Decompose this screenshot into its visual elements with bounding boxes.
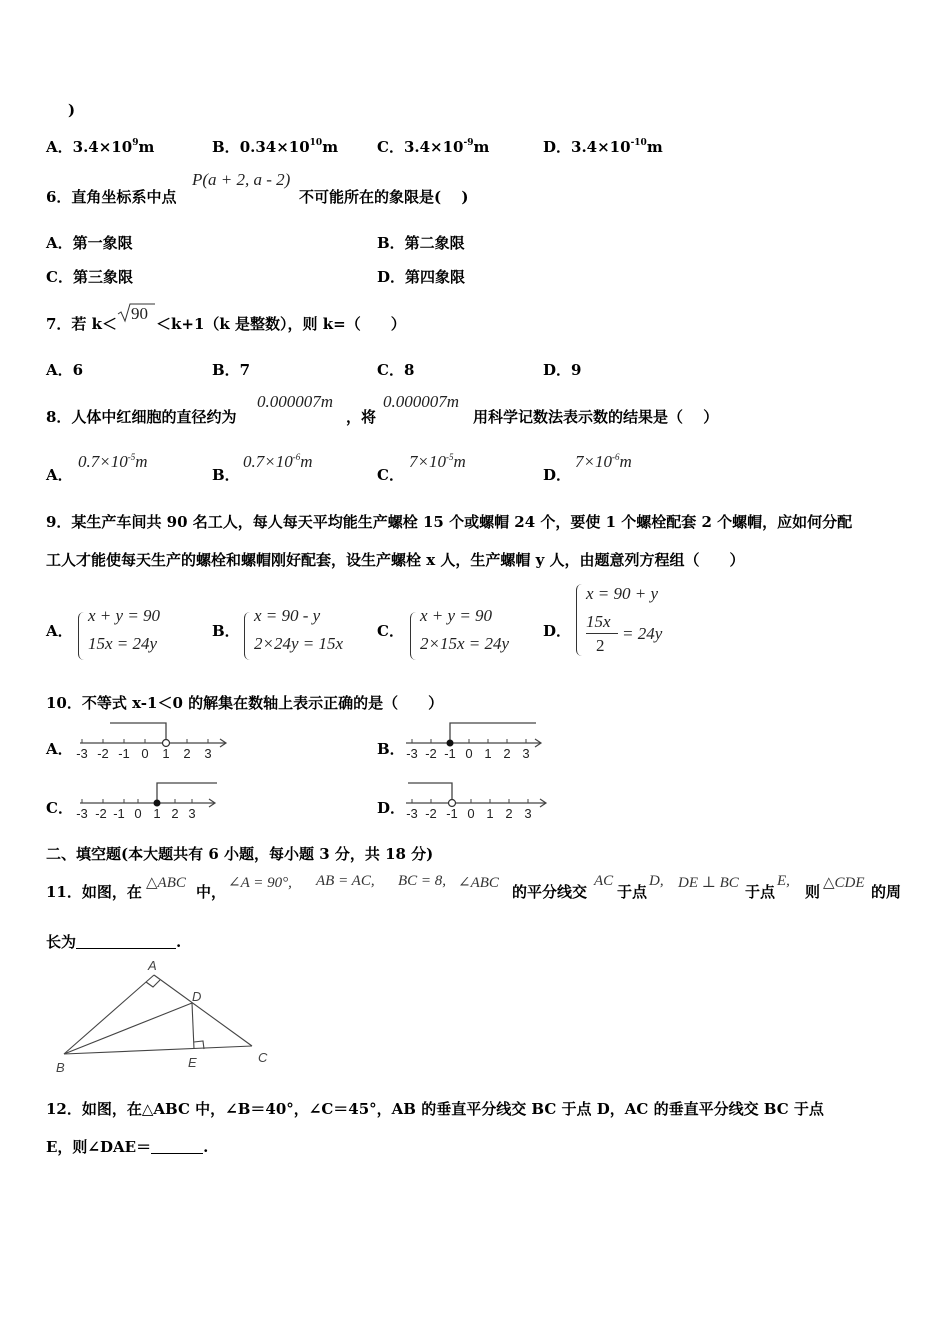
q11-angle-a: ∠A = 90°, — [228, 875, 292, 891]
q5-option-b[interactable]: B．$0.34\times 10^{10}m$ — [212, 138, 339, 156]
q9-a-eq1: x + y = 90 — [88, 606, 161, 625]
q11-angle-abc: ∠ABC — [458, 875, 499, 891]
vertex-label-d: D — [192, 989, 202, 1004]
q11-ac: AC — [594, 873, 614, 889]
tick-label: 0 — [467, 806, 475, 821]
q11-triangle-abc: △ABC — [146, 875, 186, 891]
q8-value: 0.000007m — [257, 392, 334, 411]
q11-de-perp-bc: DE ⊥ BC — [678, 875, 739, 891]
vertex-label-e: E — [188, 1055, 197, 1070]
answer-blank[interactable] — [151, 1139, 203, 1154]
q9-d-frac-num: 15x — [586, 612, 611, 631]
q9-c-eq1: x + y = 90 — [420, 606, 493, 625]
q11-mid1: 中， — [196, 883, 227, 901]
q11-triangle-figure — [48, 958, 278, 1078]
q9-d-eq2-rhs: = 24y — [622, 624, 663, 643]
q11-prefix: 11．如图，在 — [46, 883, 142, 901]
q9-option-d-letter[interactable]: D． — [543, 622, 572, 640]
q9-d-eq1: x = 90 + y — [586, 584, 659, 603]
q6-option-a[interactable]: A．第一象限 — [46, 234, 133, 252]
q9-option-d-system[interactable] — [576, 582, 676, 660]
tick-label: 3 — [522, 746, 530, 761]
q11-ab-eq-ac: AB = AC, — [316, 873, 375, 889]
q5-closing-paren: ) — [68, 101, 76, 119]
q5-option-c[interactable]: C．$3.4\times 10^{-9}m$ — [377, 138, 490, 156]
tick-label: -1 — [444, 746, 456, 761]
q7-sqrt — [117, 302, 155, 324]
section2-heading: 二、填空题(本大题共有 6 小题，每小题 3 分，共 18 分) — [46, 845, 434, 863]
tick-label: 1 — [486, 806, 494, 821]
q8-option-d-letter[interactable]: D． — [543, 466, 572, 484]
q9-b-eq1: x = 90 - y — [254, 606, 321, 625]
q9-option-b-letter[interactable]: B． — [212, 622, 240, 640]
tick-label: -2 — [425, 806, 437, 821]
q6-option-c[interactable]: C．第三象限 — [46, 268, 133, 286]
tick-label: 0 — [465, 746, 473, 761]
vertex-label-c: C — [258, 1050, 268, 1065]
q9-c-eq2: 2×15x = 24y — [420, 634, 510, 653]
q8-option-c-expr[interactable]: $7\times 10^{-5}m$ — [409, 452, 466, 471]
tick-label: -1 — [446, 806, 458, 821]
tick-label: 2 — [171, 806, 179, 821]
q11-mid3: 于点 — [617, 883, 648, 901]
q8-option-b-expr[interactable]: $0.7\times 10^{-6}m$ — [243, 452, 313, 471]
q11-mid5: 则 — [805, 883, 821, 901]
q7-option-d[interactable]: D．9 — [543, 361, 582, 379]
q6-stem-prefix: 6．直角坐标系中点 — [46, 188, 177, 206]
tick-label: 3 — [524, 806, 532, 821]
q5-option-d[interactable]: D．$3.4\times 10^{-10}m$ — [543, 138, 663, 156]
q12-stem-line1: 12．如图，在△ABC 中，∠B＝40°，∠C＝45°，AB 的垂直平分线交 BC 于点 D，AC 的垂直平分线交 BC 于点 — [46, 1100, 824, 1118]
tick-label: 1 — [484, 746, 492, 761]
tick-label: -2 — [97, 746, 109, 761]
q10-option-c-numberline[interactable] — [72, 775, 222, 825]
tick-label: -1 — [118, 746, 130, 761]
q9-stem-line2: 工人才能使每天生产的螺栓和螺帽刚好配套，设生产螺栓 x 人，生产螺帽 y 人，由题意列方程组（ ） — [46, 551, 745, 569]
q8-option-a-expr[interactable]: $0.7\times 10^{-5}m$ — [78, 452, 148, 471]
tick-label: 1 — [153, 806, 161, 821]
q9-option-c-letter[interactable]: C． — [377, 622, 404, 640]
q5-option-a[interactable]: A．$3.4\times 10^9m$ — [46, 138, 155, 156]
q11-mid2: 的平分线交 — [512, 883, 588, 901]
q9-b-eq2: 2×24y = 15x — [254, 634, 344, 653]
q7-stem-suffix: ＜k+1（k 是整数），则 k=（ ） — [156, 315, 406, 333]
q7-option-c[interactable]: C．8 — [377, 361, 415, 379]
q8-stem-prefix: 8．人体中红细胞的直径约为 — [46, 408, 237, 426]
tick-label: 3 — [204, 746, 212, 761]
answer-blank[interactable] — [76, 934, 176, 949]
q11-triangle-cde: △CDE — [823, 875, 865, 891]
tick-label: -2 — [95, 806, 107, 821]
q8-option-c-letter[interactable]: C． — [377, 466, 404, 484]
q10-option-c-letter[interactable]: C． — [46, 799, 73, 817]
q9-option-a-letter[interactable]: A． — [46, 622, 73, 640]
fraction-bar — [586, 633, 618, 634]
tick-label: -3 — [406, 746, 418, 761]
tick-label: 3 — [188, 806, 196, 821]
q6-stem-suffix: 不可能所在的象限是( ) — [299, 188, 469, 206]
q10-option-a-letter[interactable]: A． — [46, 740, 73, 758]
q10-option-d-numberline[interactable] — [400, 775, 555, 825]
q7-radicand: 90 — [131, 304, 148, 323]
q8-option-b-letter[interactable]: B． — [212, 466, 240, 484]
q8-stem-mid: ，将 — [346, 408, 377, 426]
q7-option-b[interactable]: B．7 — [212, 361, 251, 379]
q10-option-d-letter[interactable]: D． — [377, 799, 406, 817]
tick-label: 2 — [503, 746, 511, 761]
tick-label: -3 — [76, 806, 88, 821]
q11-line2: 长为 . — [46, 933, 182, 951]
tick-label: 2 — [183, 746, 191, 761]
brace-icon — [244, 612, 251, 660]
q10-option-b-numberline[interactable] — [400, 715, 550, 765]
q9-d-frac-den: 2 — [596, 636, 605, 655]
brace-icon — [78, 612, 85, 660]
q7-option-a[interactable]: A．6 — [46, 361, 84, 379]
tick-label: -2 — [425, 746, 437, 761]
q11-bc-eq-8: BC = 8, — [398, 873, 447, 889]
q6-point: P(a + 2, a - 2) — [192, 170, 291, 189]
tick-label: 0 — [141, 746, 149, 761]
q11-mid4: 于点 — [745, 883, 776, 901]
q10-option-b-letter[interactable]: B． — [377, 740, 405, 758]
q10-stem: 10．不等式 x-1＜0 的解集在数轴上表示正确的是（ ） — [46, 694, 444, 712]
tick-label: 2 — [505, 806, 513, 821]
q12-stem-line2: E，则∠DAE＝ . — [46, 1138, 209, 1156]
q8-option-a-letter[interactable]: A． — [46, 466, 73, 484]
q11-point-e: E, — [777, 873, 790, 889]
brace-icon — [576, 584, 583, 656]
tick-label: -3 — [76, 746, 88, 761]
q11-end1: 的周 — [871, 883, 902, 901]
brace-icon — [410, 612, 417, 660]
q6-option-d[interactable]: D．第四象限 — [377, 268, 466, 286]
q6-option-b[interactable]: B．第二象限 — [377, 234, 465, 252]
tick-label: -1 — [113, 806, 125, 821]
q11-point-d: D, — [649, 873, 664, 889]
q8-value-2: 0.000007m — [383, 392, 460, 411]
q8-option-d-expr[interactable]: $7\times 10^{-6}m$ — [575, 452, 632, 471]
vertex-label-b: B — [56, 1060, 65, 1075]
q8-stem-suffix: 用科学记数法表示数的结果是（ ） — [473, 408, 719, 426]
vertex-label-a: A — [148, 958, 157, 973]
q7-stem-prefix: 7．若 k＜ — [46, 315, 118, 333]
q9-stem-line1: 9．某生产车间共 90 名工人，每人每天平均能生产螺栓 15 个或螺帽 24 个，要使 1 个螺栓配套 2 个螺帽，应如何分配 — [46, 513, 853, 531]
q9-a-eq2: 15x = 24y — [88, 634, 158, 653]
tick-label: -3 — [406, 806, 418, 821]
tick-label: 0 — [134, 806, 142, 821]
q10-option-a-numberline[interactable] — [70, 715, 235, 765]
tick-label: 1 — [162, 746, 170, 761]
